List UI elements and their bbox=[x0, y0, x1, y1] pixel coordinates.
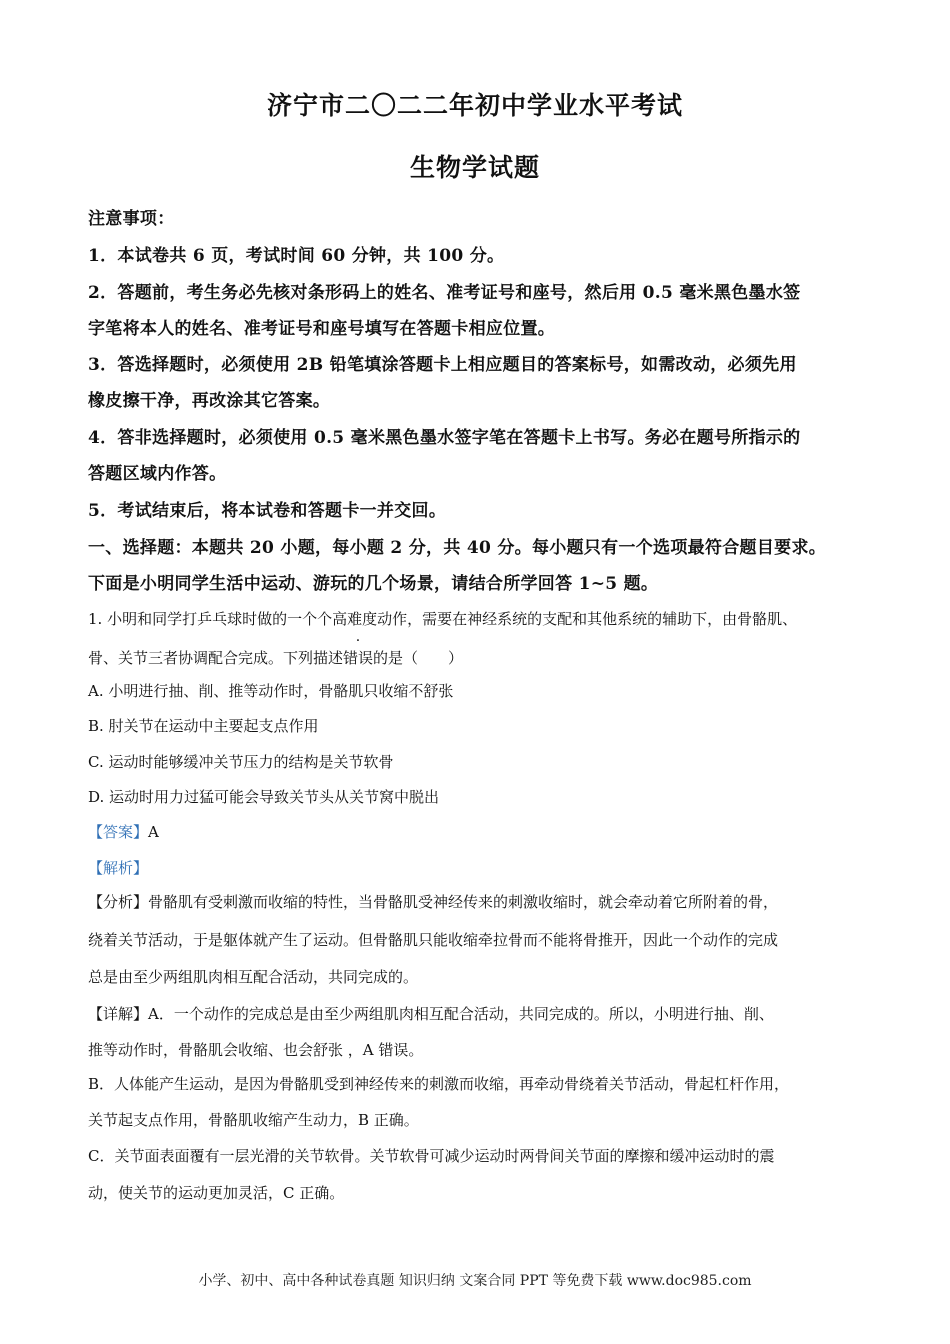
note-line: 3．答选择题时，必须使用 2B 铅笔填涂答题卡上相应题目的答案标号，如需改动，必须先用 bbox=[88, 355, 797, 375]
answer-line bbox=[88, 821, 878, 842]
note-line: 答题区域内作答。 bbox=[88, 464, 227, 484]
notes-heading: 注意事项： bbox=[88, 209, 175, 229]
note-line: 橡皮擦干净，再改涂其它答案。 bbox=[88, 391, 331, 411]
option-d: D. 运动时用力过猛可能会导致关节头从关节窝中脱出 bbox=[88, 788, 440, 806]
detail-line: B．人体能产生运动，是因为骨骼肌受到神经传来的刺激而收缩，再牵动骨绕着关节活动，骨起杠杆作用， bbox=[88, 1075, 790, 1093]
emphasis-text: 错误 bbox=[343, 649, 374, 667]
question-text: 的是（ ） bbox=[373, 649, 464, 667]
note-line: 5．考试结束后，将本试卷和答题卡一并交回。 bbox=[88, 501, 447, 521]
detail-line bbox=[88, 1003, 878, 1024]
detail-line: 推等动作时，骨骼肌会收缩、也会舒张 ，A 错误。 bbox=[88, 1041, 424, 1059]
option-b: B. 肘关节在运动中主要起支点作用 bbox=[88, 717, 319, 735]
note-line: 4．答非选择题时，必须使用 0.5 毫米黑色墨水签字笔在答题卡上书写。务必在题号所指示的 bbox=[88, 428, 801, 448]
detail-line: C．关节面表面覆有一层光滑的关节软骨。关节软骨可减少运动时两骨间关节面的摩擦和缓冲运动时的震 bbox=[88, 1147, 775, 1165]
detail-line: 动，使关节的运动更加灵活，C 正确。 bbox=[88, 1184, 345, 1202]
page-footer: 小学、初中、高中各种试卷真题 知识归纳 文案合同 PPT 等免费下载 www.doc985.com bbox=[198, 1273, 752, 1289]
fenxi-label: 【分析】 bbox=[88, 893, 149, 911]
detail-text: A．一个动作的完成总是由至少两组肌肉相互配合活动，共同完成的。所以，小明进行抽、削、 bbox=[148, 1005, 774, 1023]
question-line bbox=[88, 647, 878, 668]
exam-title: 济宁市二〇二二年初中学业水平考试 bbox=[266, 91, 683, 120]
answer-label: 【答案】 bbox=[88, 823, 149, 841]
question-line: 1. 小明和同学打乒乓球时做的一个个高难度动作，需要在神经系统的支配和其他系统的辅助下，由骨骼肌、 bbox=[88, 610, 798, 628]
analysis-line: 绕着关节活动，于是躯体就产生了运动。但骨骼肌只能收缩牵拉骨而不能将骨推开，因此一个动作的完成 bbox=[88, 931, 779, 949]
option-c: C. 运动时能够缓冲关节压力的结构是关节软骨 bbox=[88, 753, 394, 771]
answer-value: A bbox=[148, 823, 159, 841]
note-line: 1．本试卷共 6 页，考试时间 60 分钟，共 100 分。 bbox=[88, 246, 505, 266]
option-a: A. 小明进行抽、削、推等动作时，骨骼肌只收缩不舒张 bbox=[88, 682, 454, 700]
analysis-text: 骨骼肌有受刺激而收缩的特性，当骨骼肌受神经传来的刺激收缩时，就会牵动着它所附着的骨， bbox=[148, 893, 779, 911]
question-text: 骨、关节三者协调配合完成。下列描述 bbox=[88, 649, 344, 667]
analysis-line bbox=[88, 891, 878, 912]
exam-subtitle: 生物学试题 bbox=[409, 153, 540, 182]
note-line: 2．答题前，考生务必先核对条形码上的姓名、准考证号和座号，然后用 0.5 毫米黑色墨水签 bbox=[88, 283, 801, 303]
section-heading: 一、选择题：本题共 20 小题，每小题 2 分，共 40 分。每小题只有一个选项最符合题目要求。 bbox=[88, 538, 827, 558]
detail-line: 关节起支点作用，骨骼肌收缩产生动力，B 正确。 bbox=[88, 1111, 419, 1129]
note-line: 字笔将本人的姓名、准考证号和座号填写在答题卡相应位置。 bbox=[88, 319, 556, 339]
xiangjie-label: 【详解】 bbox=[88, 1005, 149, 1023]
section-intro: 下面是小明同学生活中运动、游玩的几个场景，请结合所学回答 1~5 题。 bbox=[88, 574, 659, 594]
analysis-line: 总是由至少两组肌肉相互配合活动，共同完成的。 bbox=[88, 968, 419, 986]
analysis-label: 【解析】 bbox=[88, 859, 149, 877]
